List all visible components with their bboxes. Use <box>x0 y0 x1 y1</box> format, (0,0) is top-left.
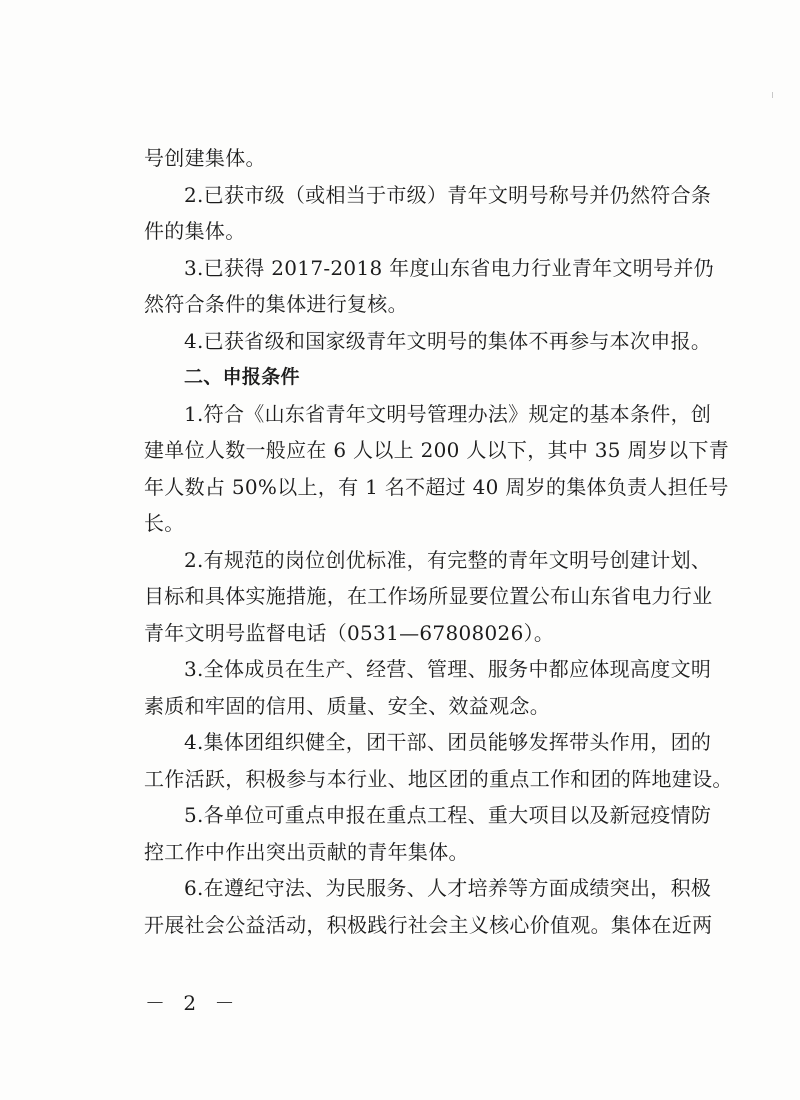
text-line: 1.符合《山东省青年文明号管理办法》规定的基本条件，创 <box>184 401 712 426</box>
text-line: 4.已获省级和国家级青年文明号的集体不再参与本次申报。 <box>184 328 712 353</box>
scan-mark <box>772 92 773 98</box>
text-line: 4.集体团组织健全，团干部、团员能够发挥带头作用，团的 <box>184 730 712 754</box>
text-line: 件的集体。 <box>144 219 246 243</box>
page-number: － 2 － <box>145 991 241 1015</box>
text-line: 5.各单位可重点申报在重点工程、重大项目以及新冠疫情防 <box>184 803 712 827</box>
text-line: 控工作中作出突出贡献的青年集体。 <box>144 839 469 864</box>
text-line: 2.已获市级（或相当于市级）青年文明号称号并仍然符合条 <box>184 182 712 207</box>
text-line: 6.在遵纪守法、为民服务、人才培养等方面成绩突出，积极 <box>184 876 712 900</box>
text-line: 建单位人数一般应在 6 人以上 200 人以下，其中 35 周岁以下青 <box>144 438 729 462</box>
text-line: 2.有规范的岗位创优标准，有完整的青年文明号创建计划、 <box>184 547 712 572</box>
text-line: 素质和牢固的信用、质量、安全、效益观念。 <box>144 693 550 718</box>
text-line: 开展社会公益活动，积极践行社会主义核心价值观。集体在近两 <box>144 912 713 937</box>
text-line: 目标和具体实施措施，在工作场所显要位置公布山东省电力行业 <box>144 584 713 608</box>
document-body <box>144 140 733 943</box>
text-line: 然符合条件的集体进行复核。 <box>144 292 408 316</box>
text-line: 号创建集体。 <box>144 146 266 170</box>
text-line: 工作活跃，积极参与本行业、地区团的重点工作和团的阵地建设。 <box>144 766 733 791</box>
text-line: 青年文明号监督电话（0531—67808026）。 <box>144 620 555 645</box>
text-line: 3.已获得 2017-2018 年度山东省电力行业青年文明号并仍 <box>184 255 714 280</box>
section-heading: 二、申报条件 <box>184 366 300 388</box>
text-line: 长。 <box>144 511 185 535</box>
text-line: 年人数占 50%以上，有 1 名不超过 40 周岁的集体负责人担任号 <box>144 474 729 499</box>
text-line: 3.全体成员在生产、经营、管理、服务中都应体现高度文明 <box>184 657 712 681</box>
